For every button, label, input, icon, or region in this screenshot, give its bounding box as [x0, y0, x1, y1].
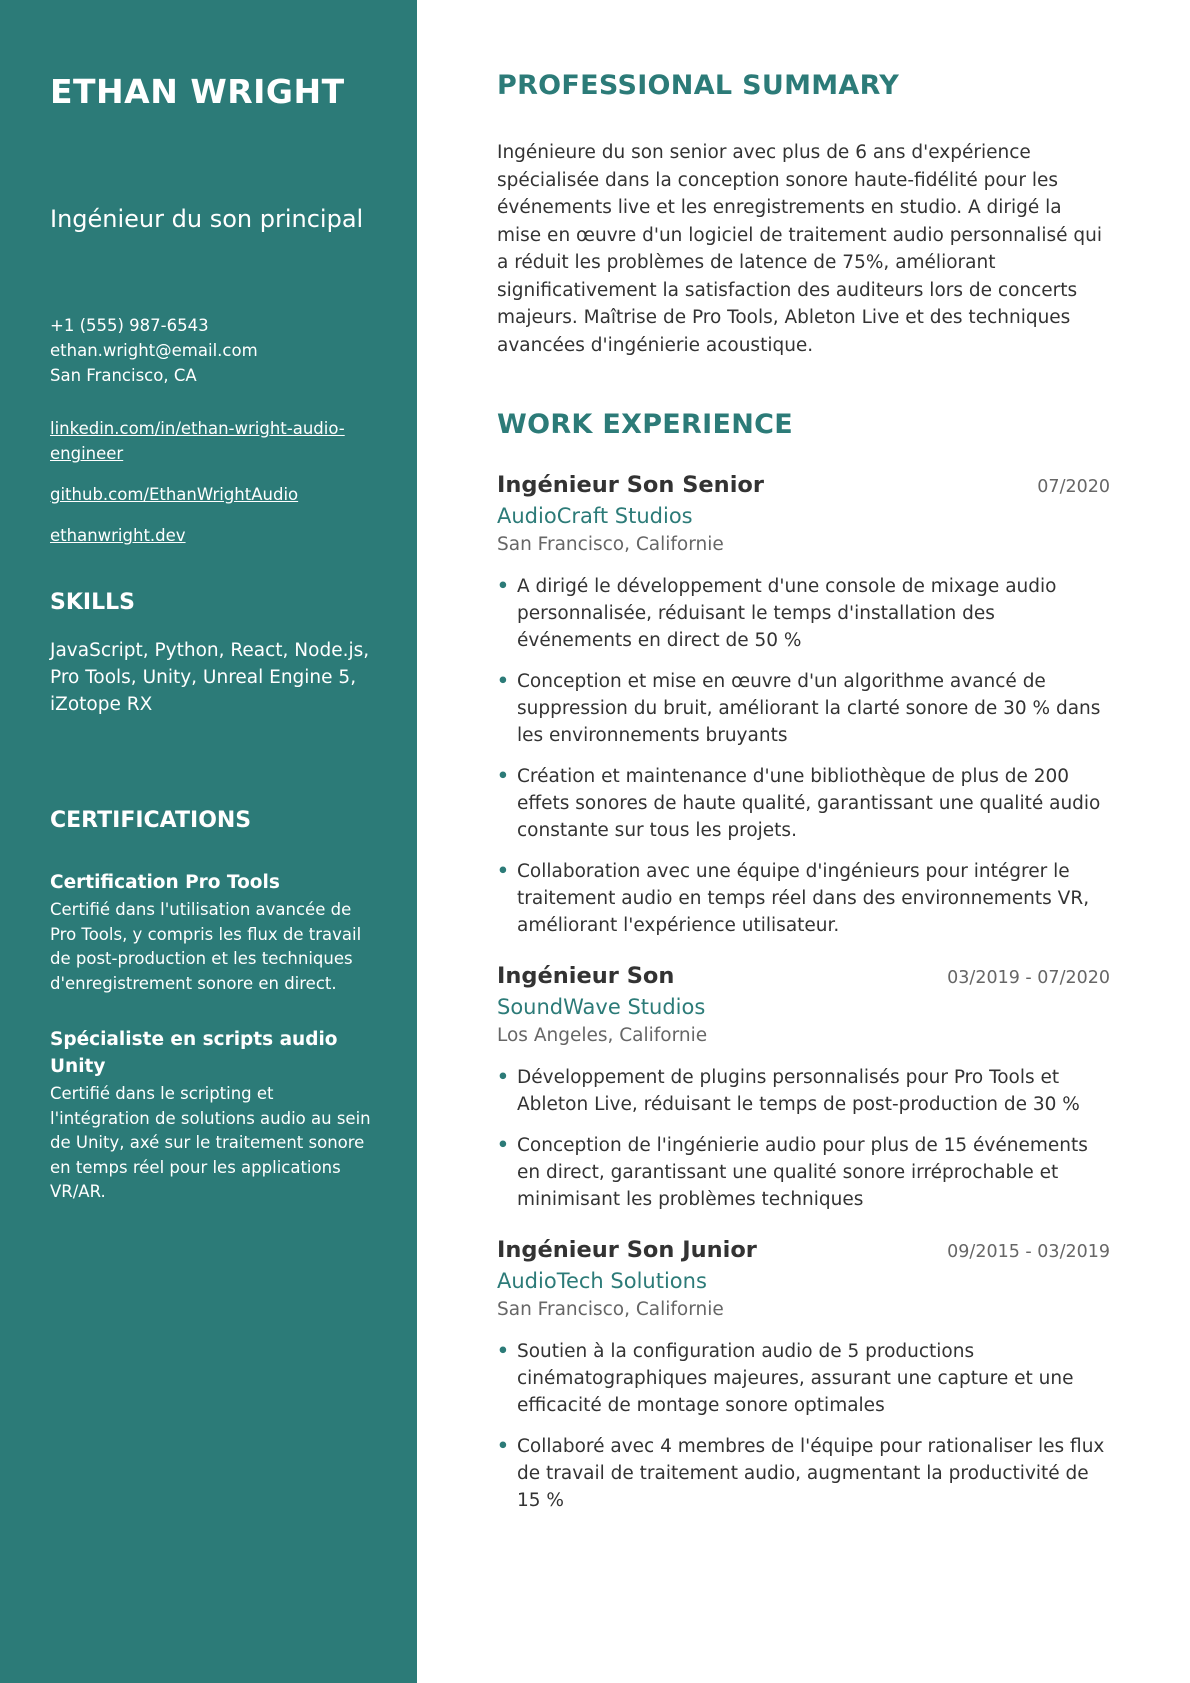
summary-text: Ingénieure du son senior avec plus de 6 ans d'expérience spécialisée dans la conception sonore haute-fidélité pour les événements live et les enregistrements en studio. A dirigé la mise en œuvre d'un logiciel de traitement audio personnalisé qui a réduit les problèmes de latence de 75%, améliorant significativement la satisfaction des auditeurs lors de concerts majeurs. Maîtrise de Pro Tools, Ableton Live et des techniques avancées d'ingénierie acoustique. — [497, 142, 1102, 356]
website-link[interactable]: ethanwright.dev — [50, 526, 186, 545]
bullet-item — [497, 1338, 1110, 1419]
phone-number: +1 (555) 987-6543 — [50, 316, 209, 335]
github-link[interactable]: github.com/EthanWrightAudio — [50, 485, 299, 504]
sidebar — [0, 0, 417, 1683]
bullet-icon: • — [497, 576, 509, 597]
bullet-icon: • — [497, 1341, 509, 1362]
job-role: Ingénieur Son — [497, 963, 675, 989]
certification-description: Certifié dans le scripting et l'intégration de solutions audio au sein de Unity, axé sur le traitement sonore en temps réel pour les applications VR/AR. — [50, 1084, 371, 1201]
company-name: SoundWave Studios — [497, 995, 706, 1019]
certification-item — [50, 869, 377, 996]
certification-description: Certifié dans l'utilisation avancée de Pro Tools, y compris les flux de travail de post-production et les techniques d'enregistrement sonore en direct. — [50, 900, 362, 993]
bullet-item — [497, 573, 1110, 654]
certification-title: Certification Pro Tools — [50, 872, 280, 893]
bullet-item — [497, 668, 1110, 749]
job-date: 07/2020 — [1037, 477, 1110, 497]
candidate-name: ETHAN WRIGHT — [50, 72, 345, 111]
company-name: AudioTech Solutions — [497, 1269, 707, 1293]
job-entry — [497, 1237, 1110, 1514]
job-location: Los Angeles, Californie — [497, 1025, 708, 1046]
profile-links — [50, 416, 377, 548]
job-bullets — [497, 573, 1110, 939]
job-location: San Francisco, Californie — [497, 534, 724, 555]
certifications-heading: CERTIFICATIONS — [50, 808, 252, 833]
job-role: Ingénieur Son Senior — [497, 472, 764, 498]
bullet-text: Soutien à la configuration audio de 5 productions cinématographiques majeures, assurant une capture et une efficacité de montage sonore optimales — [517, 1341, 1074, 1416]
bullet-item — [497, 763, 1110, 844]
certification-item — [50, 1026, 377, 1205]
bullet-text: Création et maintenance d'une bibliothèque de plus de 200 effets sonores de haute qualité, garantissant une qualité audio constante sur tous les projets. — [517, 766, 1101, 841]
bullet-text: A dirigé le développement d'une console de mixage audio personnalisée, réduisant le temps d'installation des événements en direct de 50 % — [517, 576, 1057, 651]
contact-info — [50, 313, 377, 388]
job-entry — [497, 472, 1110, 939]
job-date: 03/2019 - 07/2020 — [947, 968, 1110, 988]
bullet-icon: • — [497, 1067, 509, 1088]
bullet-text: Développement de plugins personnalisés pour Pro Tools et Ableton Live, réduisant le temps de post-production de 30 % — [517, 1067, 1080, 1115]
bullet-item — [497, 858, 1110, 939]
skills-list: JavaScript, Python, React, Node.js, Pro Tools, Unity, Unreal Engine 5, iZotope RX — [50, 640, 370, 715]
job-title: Ingénieur du son principal — [50, 205, 364, 233]
bullet-item — [497, 1064, 1110, 1118]
bullet-icon: • — [497, 766, 509, 787]
job-bullets — [497, 1064, 1110, 1213]
summary-heading: PROFESSIONAL SUMMARY — [497, 70, 900, 101]
job-date: 09/2015 - 03/2019 — [947, 1242, 1110, 1262]
linkedin-link[interactable]: linkedin.com/in/ethan-wright-audio-engineer — [50, 419, 345, 463]
bullet-text: Conception de l'ingénierie audio pour plus de 15 événements en direct, garantissant une qualité sonore irréprochable et minimisant les problèmes techniques — [517, 1135, 1088, 1210]
job-location: San Francisco, Californie — [497, 1299, 724, 1320]
bullet-icon: • — [497, 861, 509, 882]
main-content — [417, 0, 1190, 1683]
email-address: ethan.wright@email.com — [50, 341, 258, 360]
bullet-icon: • — [497, 671, 509, 692]
certification-title: Spécialiste en scripts audio Unity — [50, 1029, 338, 1077]
bullet-text: Conception et mise en œuvre d'un algorithme avancé de suppression du bruit, améliorant la clarté sonore de 30 % dans les environnements bruyants — [517, 671, 1101, 746]
job-role: Ingénieur Son Junior — [497, 1237, 757, 1263]
bullet-text: Collaboré avec 4 membres de l'équipe pour rationaliser les flux de travail de traitement audio, augmentant la productivité de 15 % — [517, 1436, 1105, 1511]
job-bullets — [497, 1338, 1110, 1514]
bullet-item — [497, 1433, 1110, 1514]
company-name: AudioCraft Studios — [497, 504, 693, 528]
bullet-item — [497, 1132, 1110, 1213]
skills-heading: SKILLS — [50, 590, 135, 615]
bullet-text: Collaboration avec une équipe d'ingénieurs pour intégrer le traitement audio en temps réel dans des environnements VR, améliorant l'expérience utilisateur. — [517, 861, 1090, 936]
work-experience-heading: WORK EXPERIENCE — [497, 409, 793, 440]
bullet-icon: • — [497, 1436, 509, 1457]
job-entry — [497, 963, 1110, 1213]
bullet-icon: • — [497, 1135, 509, 1156]
location: San Francisco, CA — [50, 366, 197, 385]
